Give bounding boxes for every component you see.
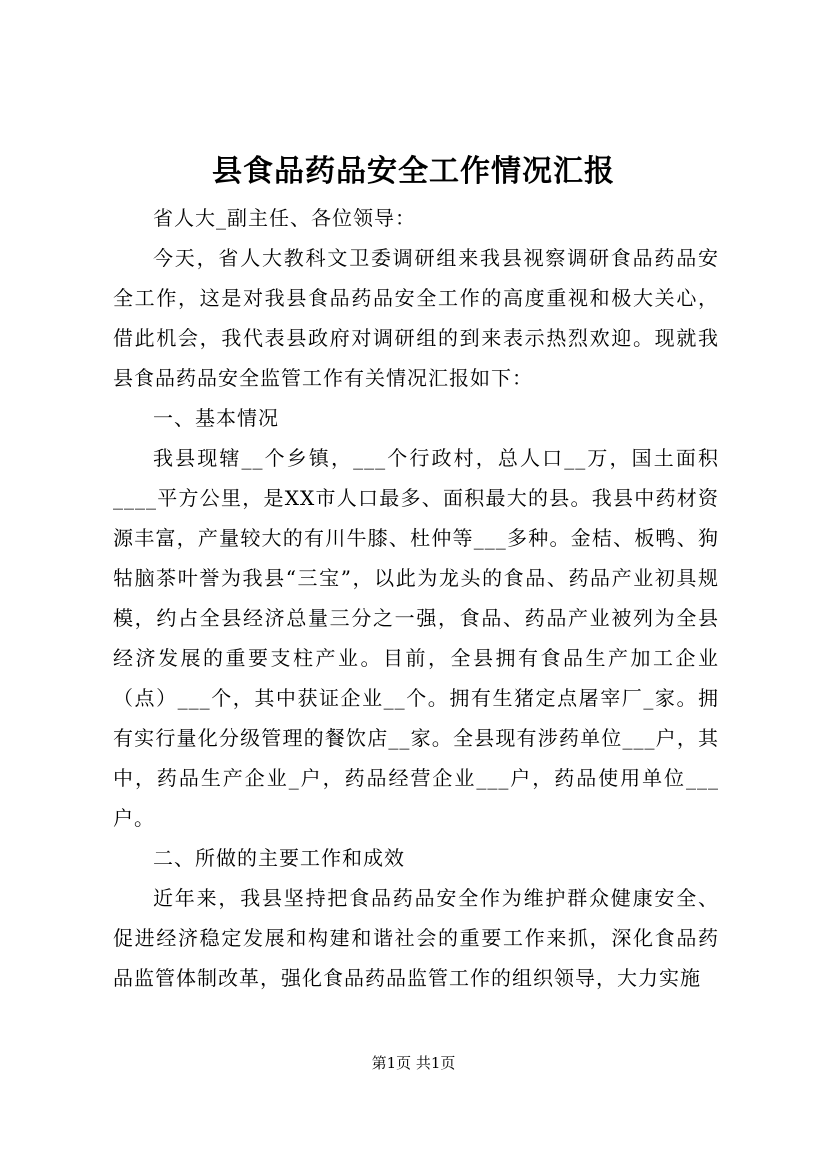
document-body bbox=[113, 198, 719, 998]
salutation-paragraph: 省人大_副主任、各位领导： bbox=[153, 206, 416, 230]
page-footer: 第1页 共1页 bbox=[371, 1054, 456, 1072]
basic-situation-paragraph: 我县现辖__个乡镇，___个行政村，总人口__万，国土面积____平方公里，是XX市人口最多、面积最大的县。我县中药材资源丰富，产量较大的有川牛膝、杜仲等___多种。金桔、板鸭、狗牯脑茶叶誉为我县“三宝”，以此为龙头的食品、药品产业初具规模，约占全县经济总量三分之一强，食品、药品产业被列为全县经济发展的重要支柱产业。目前，全县拥有食品生产加工企业（点）___个，其中获证企业__个。拥有生猪定点屠宰厂_家。拥有实行量化分级管理的餐饮店__家。全县现有涉药单位___户，其中，药品生产企业_户，药品经营企业___户，药品使用单位___户。 bbox=[113, 446, 719, 830]
intro-paragraph: 今天，省人大教科文卫委调研组来我县视察调研食品药品安全工作，这是对我县食品药品安全工作的高度重视和极大关心，借此机会，我代表县政府对调研组的到来表示热烈欢迎。现就我县食品药品安全监管工作有关情况汇报如下： bbox=[113, 246, 719, 390]
section-heading-main-work: 二、所做的主要工作和成效 bbox=[153, 846, 405, 870]
section-heading-basic-situation: 一、基本情况 bbox=[153, 406, 279, 430]
document-title: 县食品药品安全工作情况汇报 bbox=[212, 154, 615, 189]
main-work-paragraph: 近年来，我县坚持把食品药品安全作为维护群众健康安全、促进经济稳定发展和构建和谐社会的重要工作来抓，深化食品药品监管体制改革，强化食品药品监管工作的组织领导，大力实施 bbox=[113, 886, 719, 990]
